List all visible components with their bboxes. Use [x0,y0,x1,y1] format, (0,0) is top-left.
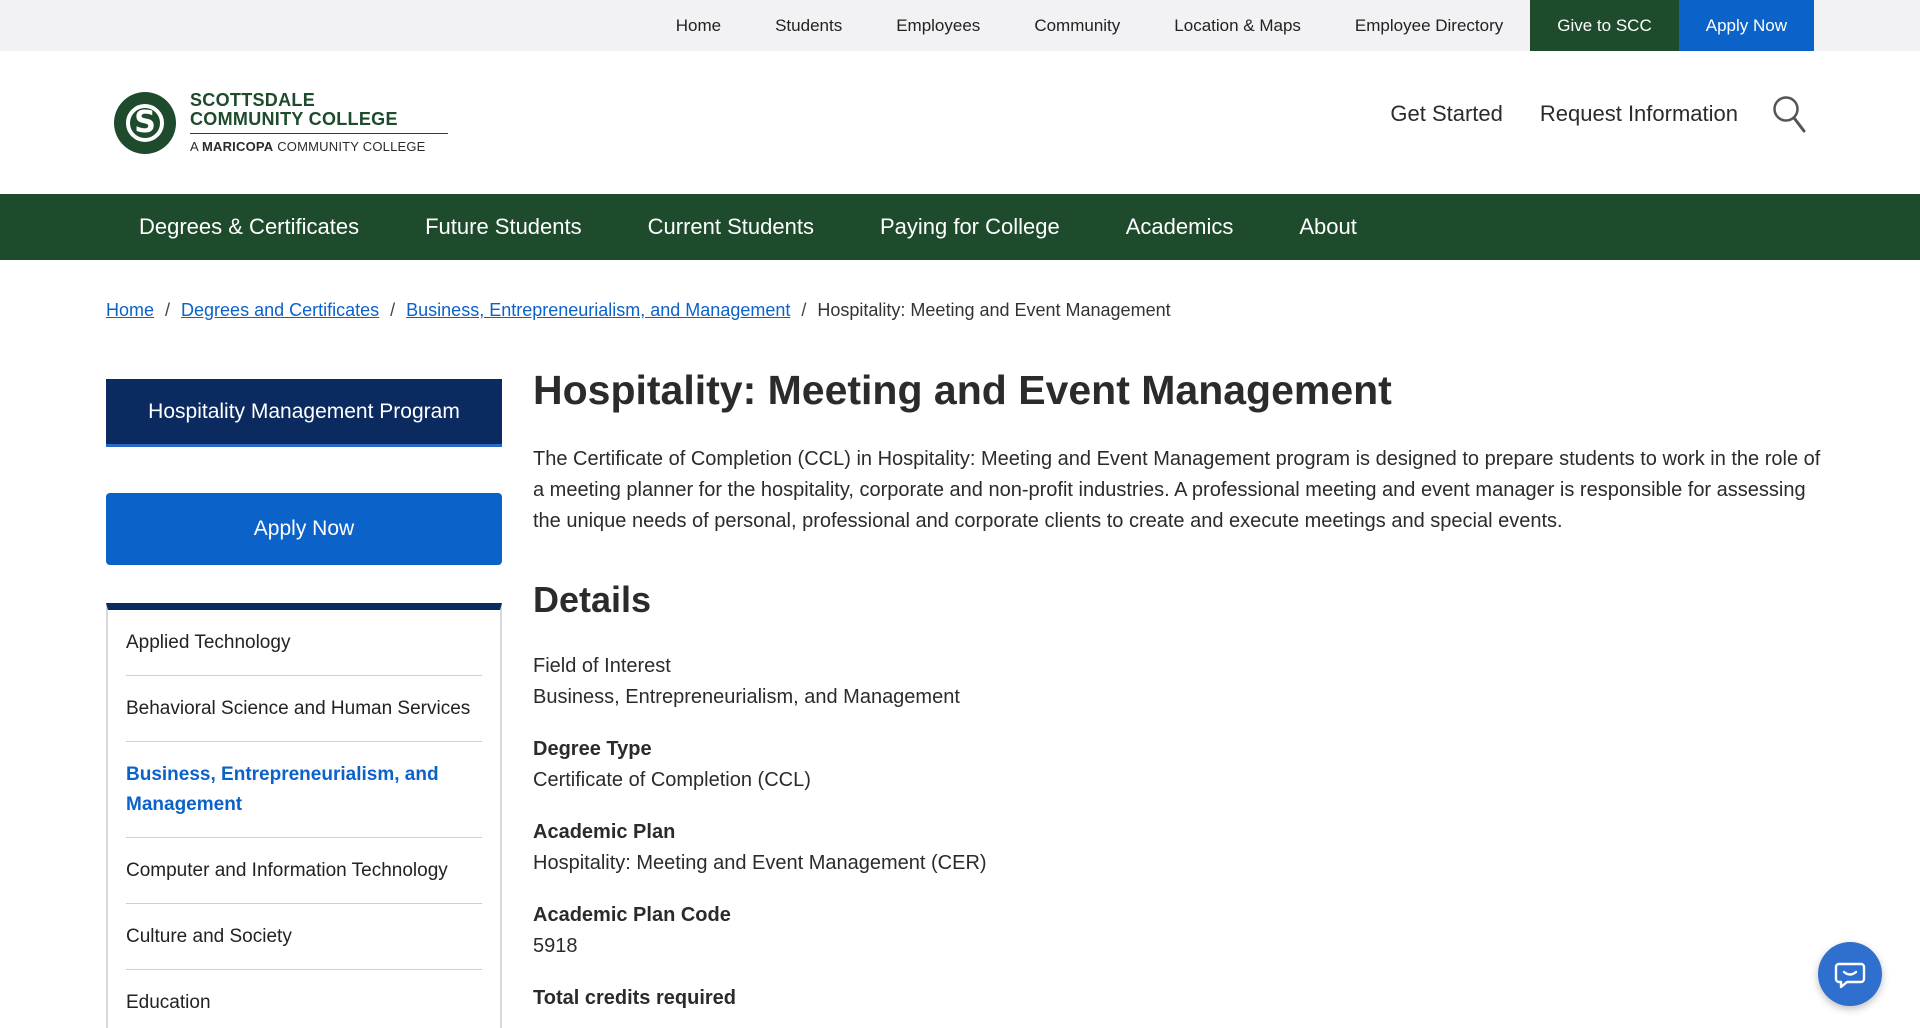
program-title-button[interactable]: Hospitality Management Program [106,379,502,447]
detail-academic-plan-code [533,900,1823,962]
nav-paying-for-college[interactable]: Paying for College [879,214,1060,239]
detail-value: Hospitality: Meeting and Event Management (CER) [533,852,987,874]
header-links [1353,101,1738,127]
detail-value: 5918 [533,935,578,957]
search-icon[interactable] [1772,95,1808,135]
breadcrumb [106,300,1171,321]
detail-value: Certificate of Completion (CCL) [533,769,811,791]
chat-button[interactable] [1818,942,1882,1006]
breadcrumb-degrees[interactable]: Degrees and Certificates [181,300,380,320]
logo-line-3-prefix: A [190,139,199,154]
main-nav [0,194,1920,260]
chat-icon [1834,958,1866,990]
utility-apply-now-button[interactable]: Apply Now [1679,0,1814,51]
logo-line-1: SCOTTSDALE [190,90,316,110]
utility-link-employees[interactable]: Employees [896,15,981,35]
site-header [0,51,1920,194]
nav-degrees-certificates[interactable]: Degrees & Certificates [139,214,360,239]
breadcrumb-business[interactable]: Business, Entrepreneurialism, and Management [406,300,791,320]
breadcrumb-separator: / [165,300,171,320]
logo-line-3-suffix: COMMUNITY COLLEGE [277,139,426,154]
main-content [533,365,1823,1014]
sidebar-item-culture-society[interactable]: Culture and Society [126,904,482,970]
sidebar-item-education[interactable]: Education [126,970,482,1028]
details-heading: Details [533,579,652,620]
breadcrumb-current: Hospitality: Meeting and Event Management [817,300,1171,320]
request-information-link[interactable]: Request Information [1539,101,1738,126]
page-title: Hospitality: Meeting and Event Management [533,367,1392,413]
detail-value: Business, Entrepreneurialism, and Management [533,686,960,708]
utility-nav [649,0,1814,51]
sidebar-apply-now-button[interactable]: Apply Now [106,493,502,565]
utility-bar [0,0,1920,51]
nav-current-students[interactable]: Current Students [647,214,814,239]
sidebar-item-computer-it[interactable]: Computer and Information Technology [126,838,482,904]
logo-divider [190,133,448,134]
logo-line-2: COMMUNITY COLLEGE [190,109,398,129]
breadcrumb-separator: / [390,300,396,320]
give-to-scc-button[interactable]: Give to SCC [1530,0,1678,51]
utility-link-location-maps[interactable]: Location & Maps [1174,15,1301,35]
breadcrumb-home[interactable]: Home [106,300,155,320]
detail-total-credits [533,983,1823,1014]
detail-field-of-interest [533,651,1823,713]
nav-academics[interactable]: Academics [1125,214,1234,239]
detail-label: Field of Interest [533,655,671,677]
utility-link-home[interactable]: Home [675,15,722,35]
detail-label: Degree Type [533,738,652,760]
sidebar-item-business[interactable]: Business, Entrepreneurialism, and Management [126,742,482,838]
sidebar-item-behavioral-science[interactable]: Behavioral Science and Human Services [126,676,482,742]
utility-link-students[interactable]: Students [775,15,843,35]
logo-line-3 [190,139,448,154]
nav-future-students[interactable]: Future Students [425,214,582,239]
nav-about[interactable]: About [1299,214,1357,239]
logo-text [190,91,448,154]
utility-link-community[interactable]: Community [1034,15,1121,35]
get-started-link[interactable]: Get Started [1390,101,1503,126]
college-logo[interactable] [114,91,448,154]
logo-mark-icon [114,92,176,154]
detail-label: Academic Plan Code [533,904,731,926]
field-of-interest-list [106,603,502,1028]
detail-label: Academic Plan [533,821,676,843]
detail-academic-plan [533,817,1823,879]
sidebar-item-applied-technology[interactable]: Applied Technology [126,610,482,676]
detail-label: Total credits required [533,987,737,1009]
breadcrumb-separator: / [801,300,807,320]
logo-line-3-bold: MARICOPA [201,139,274,154]
logo-letter: S [134,104,156,140]
program-description: The Certificate of Completion (CCL) in Hospitality: Meeting and Event Management program is designed to prepare students to work in the role of a meeting planner for the hospitality, corporate and non-profit industries. A professional meeting and event manager is responsible for assessing the unique needs of personal, professional and corporate clients to create and execute meetings and special events. [533,448,1821,532]
detail-degree-type [533,734,1823,796]
utility-link-employee-directory[interactable]: Employee Directory [1354,15,1504,35]
